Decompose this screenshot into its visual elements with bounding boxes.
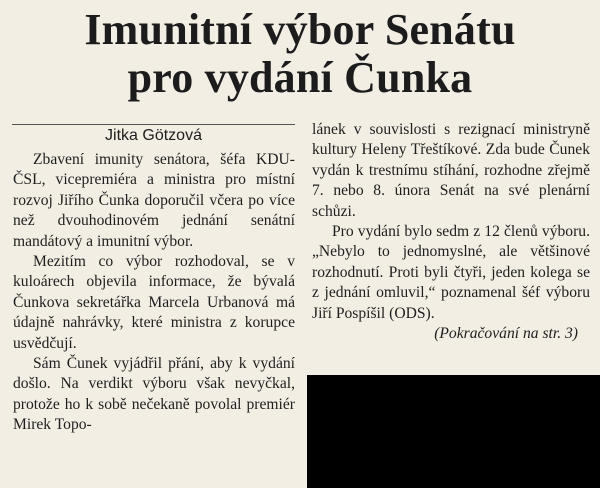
headline [0, 6, 600, 102]
continued-note: (Pokračování na str. 3) [434, 325, 578, 343]
paragraph: Pro vydání bylo sedm z 12 členů výboru. „Nebylo to jednomyslné, ale většinové rozhodnutí. Proti byli čtyři, jeden kolega se z jednání omluvil,“ poznamenal šéf výboru Jiří Pospíšil (ODS). [312, 223, 590, 322]
paragraph: Sám Čunek vyjádřil přání, aby k vydání došlo. Na verdikt výboru však nevyčkal, protože ho k sobě nečekaně povolal premiér Mirek Topo- [13, 355, 295, 434]
article-column-1 [13, 150, 295, 436]
byline-rule [12, 124, 295, 125]
article-column-2 [312, 120, 590, 344]
redaction-block [307, 375, 600, 488]
byline: Jitka Götzová [105, 127, 202, 144]
paragraph: Zbavení imunity senátora, šéfa KDU-ČSL, vicepremiéra a ministra pro místní rozvoj Jiřího Čunka doporučil včera po více než dvouhodinovém jednání senátní mandátový a imunitní výbor. [13, 151, 295, 250]
headline-line-1: Imunitní výbor Senátu [84, 5, 516, 54]
headline-line-2: pro vydání Čunka [127, 53, 473, 102]
paragraph: Mezitím co výbor rozhodoval, se v kuloárech objevila informace, že bývalá Čunkova sekretářka Marcela Urbanová má údajně nahrávky, které ministra z korupce usvědčují. [13, 253, 295, 352]
paragraph: lánek v souvislosti s rezignací ministryně kultury Heleny Třeštíkové. Zda bude Čunek vydán k trestnímu stíhání, rozhodne zřejmě 7. nebo 8. února Senát na své plenární schůzi. [312, 121, 590, 220]
